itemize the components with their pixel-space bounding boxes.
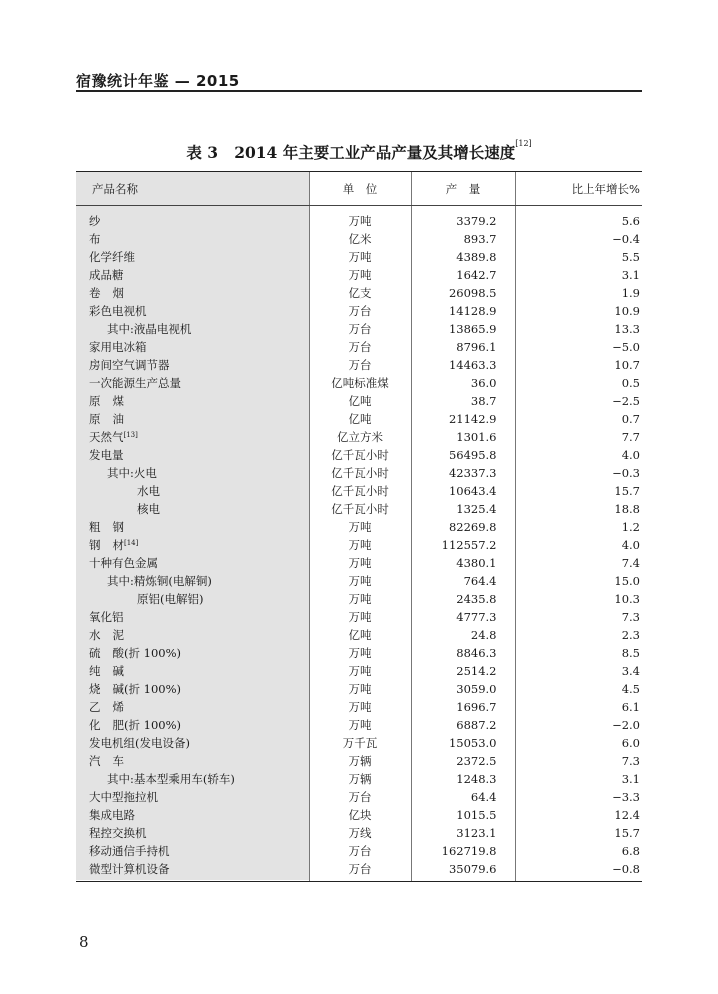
table-row <box>76 428 642 446</box>
product-name-text: 水泥 <box>89 628 124 642</box>
product-name <box>76 734 309 752</box>
product-name-text: 彩色电视机 <box>89 304 147 318</box>
table-row <box>76 680 642 698</box>
output-cell: 8846.3 <box>411 644 515 662</box>
product-name-text: 化学纤维 <box>89 250 135 264</box>
unit-cell: 亿千瓦小时 <box>309 446 411 464</box>
output-cell: 13865.9 <box>411 320 515 338</box>
product-name <box>76 266 309 284</box>
table-row <box>76 770 642 788</box>
unit-cell: 亿吨 <box>309 410 411 428</box>
col-header-growth: 比上年增长% <box>515 172 642 206</box>
growth-cell: 4.0 <box>515 446 642 464</box>
unit-cell: 万吨 <box>309 662 411 680</box>
output-cell: 36.0 <box>411 374 515 392</box>
table-row <box>76 284 642 302</box>
growth-cell: 15.7 <box>515 824 642 842</box>
unit-cell: 万辆 <box>309 752 411 770</box>
table-row <box>76 410 642 428</box>
output-cell: 1325.4 <box>411 500 515 518</box>
unit-cell: 亿吨 <box>309 392 411 410</box>
unit-cell: 万吨 <box>309 590 411 608</box>
product-name <box>76 608 309 626</box>
unit-cell: 万吨 <box>309 536 411 554</box>
table-row <box>76 374 642 392</box>
unit-cell: 万千瓦 <box>309 734 411 752</box>
table-row <box>76 482 642 500</box>
unit-cell: 万台 <box>309 788 411 806</box>
growth-cell: 7.4 <box>515 554 642 572</box>
unit-cell: 亿块 <box>309 806 411 824</box>
product-name <box>76 392 309 410</box>
output-cell: 82269.8 <box>411 518 515 536</box>
product-name <box>76 644 309 662</box>
growth-cell: 0.5 <box>515 374 642 392</box>
table-row <box>76 842 642 860</box>
col-header-product: 产品名称 <box>76 172 309 206</box>
product-name <box>76 482 309 500</box>
growth-cell: 1.2 <box>515 518 642 536</box>
unit-cell: 万吨 <box>309 518 411 536</box>
output-cell: 15053.0 <box>411 734 515 752</box>
growth-cell: 12.4 <box>515 806 642 824</box>
running-header: 宿豫统计年鉴 — 2015 <box>76 72 240 90</box>
header-rule <box>76 90 642 92</box>
product-name <box>76 428 309 446</box>
product-name-text: 粗钢 <box>89 520 124 534</box>
product-name-text: 钢材 <box>89 538 124 552</box>
unit-cell: 万台 <box>309 320 411 338</box>
product-name-text: 卷烟 <box>89 286 124 300</box>
growth-cell: 5.6 <box>515 206 642 231</box>
product-name <box>76 536 309 554</box>
growth-cell: 0.7 <box>515 410 642 428</box>
output-cell: 4380.1 <box>411 554 515 572</box>
unit-cell: 万吨 <box>309 554 411 572</box>
product-name-text: 水电 <box>137 484 160 498</box>
product-name-text: 化肥(折 100%) <box>89 718 182 732</box>
note-ref: [14] <box>124 539 139 547</box>
table-row <box>76 248 642 266</box>
table-row <box>76 662 642 680</box>
unit-cell: 万台 <box>309 302 411 320</box>
product-name <box>76 842 309 860</box>
table-row <box>76 698 642 716</box>
output-cell: 21142.9 <box>411 410 515 428</box>
product-name-text: 一次能源生产总量 <box>89 376 181 390</box>
unit-cell: 万吨 <box>309 248 411 266</box>
output-cell: 6887.2 <box>411 716 515 734</box>
product-name <box>76 446 309 464</box>
product-name-text: 布 <box>89 232 101 246</box>
unit-cell: 万台 <box>309 356 411 374</box>
note-ref: [13] <box>123 431 138 439</box>
product-name <box>76 626 309 644</box>
product-name <box>76 374 309 392</box>
table-row <box>76 734 642 752</box>
growth-cell: 6.8 <box>515 842 642 860</box>
unit-cell: 亿支 <box>309 284 411 302</box>
product-name <box>76 338 309 356</box>
growth-cell: 10.9 <box>515 302 642 320</box>
table-row <box>76 644 642 662</box>
table-row <box>76 554 642 572</box>
product-name <box>76 500 309 518</box>
growth-cell: −5.0 <box>515 338 642 356</box>
table-header-row <box>76 172 642 206</box>
output-cell: 893.7 <box>411 230 515 248</box>
unit-cell: 万吨 <box>309 644 411 662</box>
table-row <box>76 788 642 806</box>
product-name-text: 发电机组(发电设备) <box>89 736 190 750</box>
table-caption <box>0 141 718 163</box>
output-cell: 56495.8 <box>411 446 515 464</box>
growth-cell: −2.5 <box>515 392 642 410</box>
product-name <box>76 680 309 698</box>
product-name <box>76 554 309 572</box>
product-name-text: 原铝(电解铝) <box>137 592 204 606</box>
unit-cell: 万吨 <box>309 716 411 734</box>
product-name <box>76 572 309 590</box>
unit-cell: 亿吨标准煤 <box>309 374 411 392</box>
product-name <box>76 770 309 788</box>
table-row <box>76 572 642 590</box>
table-row <box>76 464 642 482</box>
table-row <box>76 590 642 608</box>
product-name-text: 发电量 <box>89 448 124 462</box>
table-row <box>76 446 642 464</box>
output-cell: 24.8 <box>411 626 515 644</box>
product-name <box>76 230 309 248</box>
product-name <box>76 662 309 680</box>
product-name-text: 十种有色金属 <box>89 556 158 570</box>
table-row <box>76 716 642 734</box>
growth-cell: −0.4 <box>515 230 642 248</box>
col-header-output: 产 量 <box>411 172 515 206</box>
table-row <box>76 824 642 842</box>
output-cell: 2435.8 <box>411 590 515 608</box>
unit-cell: 亿千瓦小时 <box>309 482 411 500</box>
product-name <box>76 518 309 536</box>
output-cell: 4389.8 <box>411 248 515 266</box>
output-cell: 35079.6 <box>411 860 515 882</box>
output-cell: 3059.0 <box>411 680 515 698</box>
table-row <box>76 302 642 320</box>
unit-cell: 万台 <box>309 338 411 356</box>
growth-cell: 5.5 <box>515 248 642 266</box>
page-number: 8 <box>79 933 89 951</box>
output-cell: 10643.4 <box>411 482 515 500</box>
unit-cell: 万吨 <box>309 266 411 284</box>
output-cell: 2514.2 <box>411 662 515 680</box>
product-name-text: 原油 <box>89 412 124 426</box>
product-name-text: 大中型拖拉机 <box>89 790 158 804</box>
growth-cell: 3.1 <box>515 266 642 284</box>
product-name <box>76 206 309 231</box>
product-name-text: 原煤 <box>89 394 124 408</box>
col-header-unit: 单 位 <box>309 172 411 206</box>
output-cell: 3379.2 <box>411 206 515 231</box>
unit-cell: 亿千瓦小时 <box>309 500 411 518</box>
product-name-text: 移动通信手持机 <box>89 844 170 858</box>
output-cell: 14463.3 <box>411 356 515 374</box>
output-cell: 1015.5 <box>411 806 515 824</box>
table-row <box>76 806 642 824</box>
unit-cell: 万辆 <box>309 770 411 788</box>
product-name <box>76 410 309 428</box>
output-cell: 764.4 <box>411 572 515 590</box>
product-name <box>76 716 309 734</box>
output-cell: 162719.8 <box>411 842 515 860</box>
product-name <box>76 806 309 824</box>
unit-cell: 亿千瓦小时 <box>309 464 411 482</box>
growth-cell: 10.3 <box>515 590 642 608</box>
table-body <box>76 206 642 882</box>
table-label: 表 3 <box>186 143 218 162</box>
output-cell: 2372.5 <box>411 752 515 770</box>
product-name-text: 房间空气调节器 <box>89 358 170 372</box>
output-cell: 26098.5 <box>411 284 515 302</box>
table-row <box>76 518 642 536</box>
growth-cell: 6.1 <box>515 698 642 716</box>
table-row <box>76 626 642 644</box>
product-name-text: 硫酸(折 100%) <box>89 646 182 660</box>
product-name <box>76 824 309 842</box>
output-cell: 1642.7 <box>411 266 515 284</box>
unit-cell: 万吨 <box>309 572 411 590</box>
output-cell: 1696.7 <box>411 698 515 716</box>
output-cell: 3123.1 <box>411 824 515 842</box>
growth-cell: 1.9 <box>515 284 642 302</box>
growth-cell: 7.3 <box>515 608 642 626</box>
product-name <box>76 698 309 716</box>
product-name-text: 纯碱 <box>89 664 124 678</box>
product-name-text: 乙烯 <box>89 700 124 714</box>
output-cell: 1248.3 <box>411 770 515 788</box>
product-name-text: 其中:基本型乘用车(轿车) <box>107 772 235 786</box>
growth-cell: −2.0 <box>515 716 642 734</box>
product-name <box>76 248 309 266</box>
unit-cell: 万吨 <box>309 698 411 716</box>
product-name-text: 其中:液晶电视机 <box>107 322 192 336</box>
table-row <box>76 608 642 626</box>
growth-cell: 3.4 <box>515 662 642 680</box>
output-cell: 112557.2 <box>411 536 515 554</box>
table-row <box>76 338 642 356</box>
table-row <box>76 536 642 554</box>
unit-cell: 万台 <box>309 842 411 860</box>
product-name <box>76 302 309 320</box>
growth-cell: 10.7 <box>515 356 642 374</box>
product-name <box>76 860 309 882</box>
growth-cell: 15.7 <box>515 482 642 500</box>
table-row <box>76 860 642 882</box>
table-row <box>76 266 642 284</box>
output-cell: 38.7 <box>411 392 515 410</box>
output-cell: 14128.9 <box>411 302 515 320</box>
growth-cell: 3.1 <box>515 770 642 788</box>
unit-cell: 亿吨 <box>309 626 411 644</box>
growth-cell: 7.7 <box>515 428 642 446</box>
product-name <box>76 320 309 338</box>
output-cell: 64.4 <box>411 788 515 806</box>
table-row <box>76 320 642 338</box>
product-name-text: 其中:精炼铜(电解铜) <box>107 574 212 588</box>
product-name-text: 烧碱(折 100%) <box>89 682 182 696</box>
table-row <box>76 752 642 770</box>
table-row <box>76 392 642 410</box>
unit-cell: 万吨 <box>309 680 411 698</box>
product-name-text: 其中:火电 <box>107 466 157 480</box>
product-name-text: 成品糖 <box>89 268 124 282</box>
table-row <box>76 230 642 248</box>
product-name <box>76 788 309 806</box>
product-name-text: 家用电冰箱 <box>89 340 147 354</box>
output-cell: 42337.3 <box>411 464 515 482</box>
table-row <box>76 206 642 231</box>
table-note-ref: [12] <box>515 139 532 148</box>
product-name-text: 氧化铝 <box>89 610 124 624</box>
product-name-text: 汽车 <box>89 754 124 768</box>
growth-cell: 4.0 <box>515 536 642 554</box>
output-cell: 8796.1 <box>411 338 515 356</box>
growth-cell: −0.3 <box>515 464 642 482</box>
growth-cell: 8.5 <box>515 644 642 662</box>
product-name-text: 集成电路 <box>89 808 135 822</box>
unit-cell: 万吨 <box>309 206 411 231</box>
product-name-text: 天然气 <box>89 430 124 444</box>
product-name <box>76 284 309 302</box>
output-cell: 1301.6 <box>411 428 515 446</box>
growth-cell: −3.3 <box>515 788 642 806</box>
output-cell: 4777.3 <box>411 608 515 626</box>
product-name <box>76 356 309 374</box>
unit-cell: 亿米 <box>309 230 411 248</box>
growth-cell: 2.3 <box>515 626 642 644</box>
growth-cell: 18.8 <box>515 500 642 518</box>
growth-cell: 15.0 <box>515 572 642 590</box>
table-row <box>76 500 642 518</box>
table-title: 2014 年主要工业产品产量及其增长速度 <box>234 143 516 162</box>
product-name-text: 纱 <box>89 214 101 228</box>
table-row <box>76 356 642 374</box>
product-name-text: 核电 <box>137 502 160 516</box>
product-name <box>76 464 309 482</box>
growth-cell: 13.3 <box>515 320 642 338</box>
growth-cell: 6.0 <box>515 734 642 752</box>
unit-cell: 万吨 <box>309 608 411 626</box>
unit-cell: 万线 <box>309 824 411 842</box>
unit-cell: 万台 <box>309 860 411 882</box>
growth-cell: −0.8 <box>515 860 642 882</box>
product-name-text: 微型计算机设备 <box>89 862 170 876</box>
production-table <box>76 171 642 882</box>
product-name <box>76 590 309 608</box>
product-name <box>76 752 309 770</box>
product-name-text: 程控交换机 <box>89 826 147 840</box>
growth-cell: 4.5 <box>515 680 642 698</box>
unit-cell: 亿立方米 <box>309 428 411 446</box>
growth-cell: 7.3 <box>515 752 642 770</box>
